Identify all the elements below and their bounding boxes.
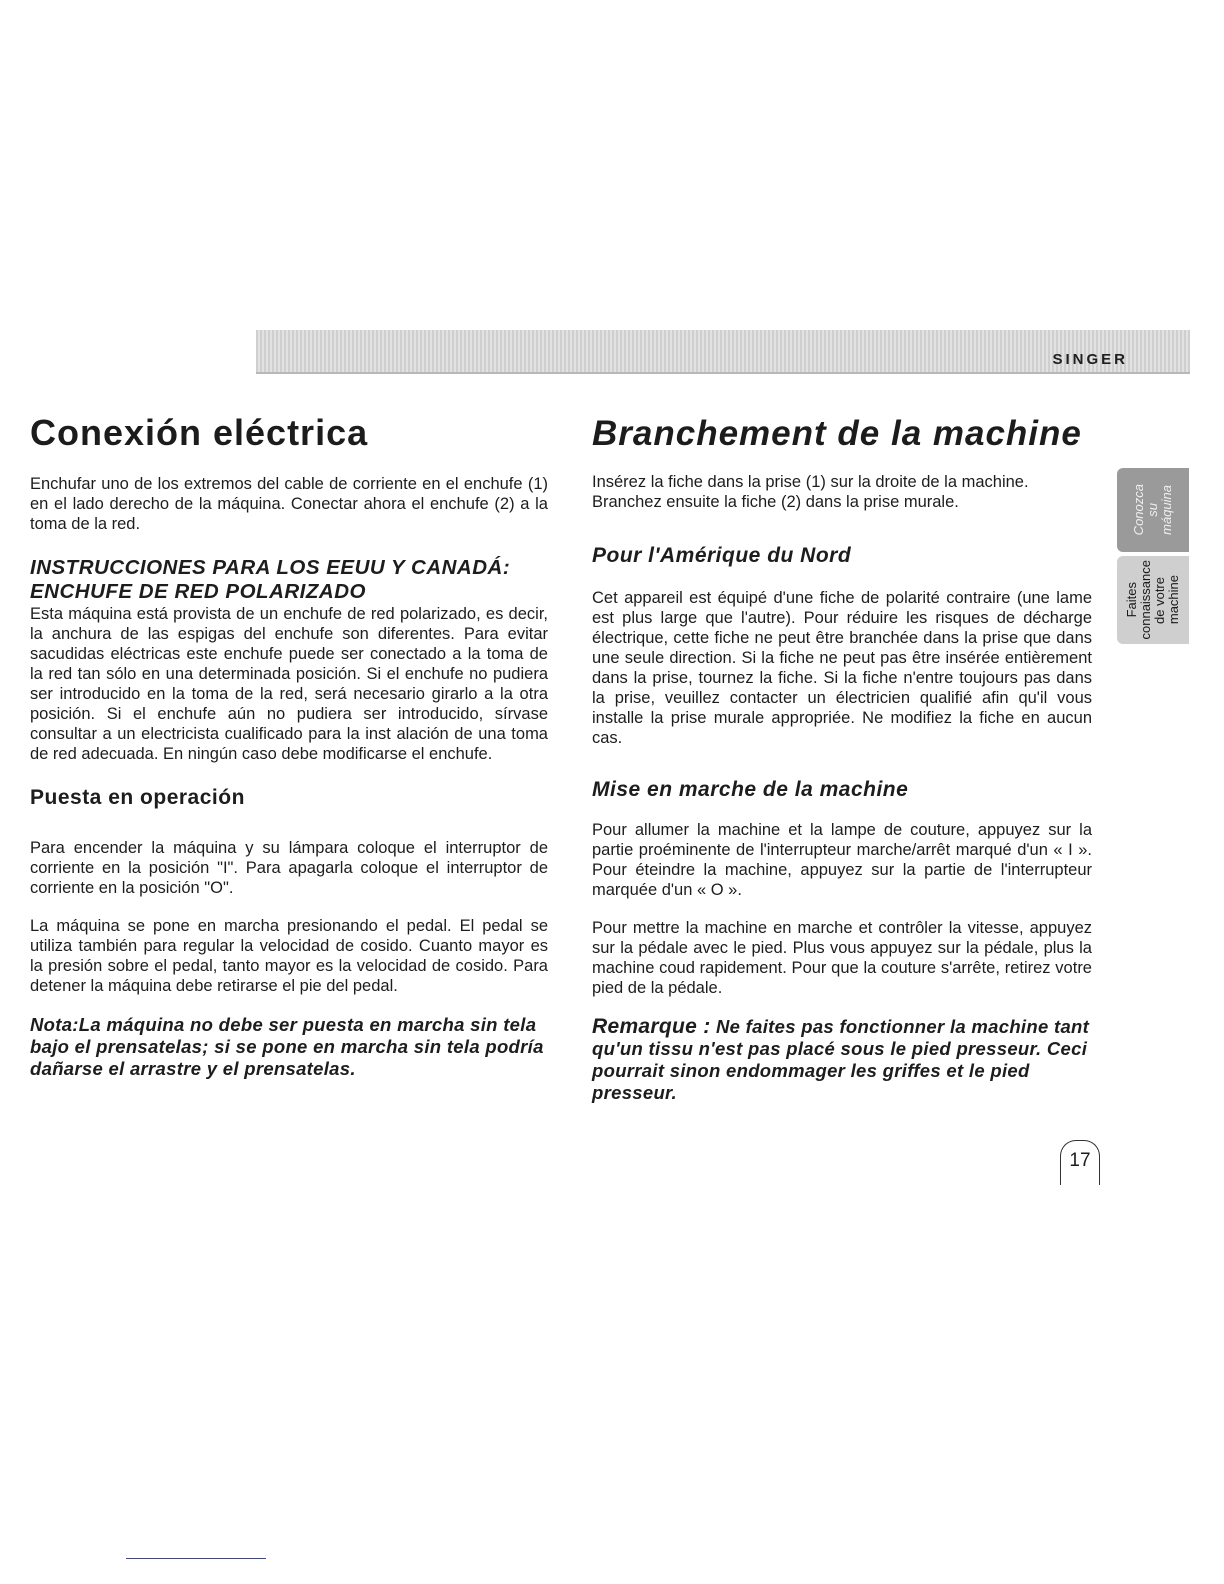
french-na-heading: Pour l'Amérique du Nord bbox=[592, 544, 852, 567]
spanish-operation-p1: Para encender la máquina y su lámpara coloque el interruptor de corriente en la posición "I". Para apagarla coloque el interruptor de corriente en la posición "O". bbox=[30, 839, 548, 897]
side-tab-french-line-2: connaissance bbox=[1138, 560, 1153, 640]
spanish-column bbox=[30, 400, 548, 1080]
side-tab-french-line-3: de votre bbox=[1152, 576, 1167, 624]
french-start-p1: Pour allumer la machine et la lampe de couture, appuyez sur la partie proéminente de l'interrupteur marche/arrêt marqué d'un « I ». Pour éteindre la machine, appuyez sur la partie de l'interrupteur marquée d'un « O ». bbox=[592, 821, 1092, 899]
french-start-p2: Pour mettre la machine en marche et contrôler la vitesse, appuyez sur la pédale avec le pied. Plus vous appuyez sur la pédale, plus la machine coud rapidement. Pour que la couture s'arrête, retirez votre pied de la pédale. bbox=[592, 919, 1092, 997]
spanish-note: Nota:La máquina no debe ser puesta en marcha sin tela bajo el prensatelas; si se pone en marcha sin tela podría dañarse el arrastre y el prensatelas. bbox=[30, 1014, 544, 1079]
footer-rule bbox=[126, 1558, 266, 1559]
header-band bbox=[256, 330, 1190, 374]
french-column bbox=[592, 400, 1092, 1104]
spanish-us-text: Esta máquina está provista de un enchufe de red polarizado, es decir, la anchura de las espigas del enchufe son diferentes. Para evitar sacudidas eléctricas este enchufe puede ser conectado a la toma de la red tan sólo en una determinada posición. Si el enchufe no pudiera ser introducido en la toma de la red, será necesario girarlo a la otra posición. Si el enchufe aún no pudiera ser introducido, sírvase consultar a un electricista cualificado para la inst alación de una toma de red adecuada. En ningún caso debe modificarse el enchufe. bbox=[30, 605, 548, 763]
side-tab-french[interactable] bbox=[1117, 556, 1189, 644]
page-number: 17 bbox=[1060, 1140, 1100, 1185]
spanish-operation-heading: Puesta en operación bbox=[30, 786, 245, 809]
spanish-title: Conexión eléctrica bbox=[30, 412, 369, 453]
spanish-us-heading-line-2: ENCHUFE DE RED POLARIZADO bbox=[30, 580, 366, 603]
french-note bbox=[592, 1016, 1092, 1104]
side-tab-french-line-4: machine bbox=[1166, 575, 1181, 625]
french-intro: Insérez la fiche dans la prise (1) sur la droite de la machine. Branchez ensuite la fiche (2) dans la prise murale. bbox=[592, 473, 1029, 511]
side-tab-spanish[interactable] bbox=[1117, 468, 1189, 552]
french-title: Branchement de la machine bbox=[592, 414, 1082, 453]
spanish-us-heading bbox=[30, 556, 548, 604]
french-na-text: Cet appareil est équipé d'une fiche de polarité contraire (une lame est plus large que l'autre). Pour réduire les risques de décharge électrique, cette fiche ne peut être branchée dans la prise que dans une seule direction. Si la fiche ne peut pas être insérée entièrement dans la prise, tournez la fiche. Si la fiche n'entre toujours pas dans la prise, veuillez contacter un électricien qualifié afin qu'il vous installe la prise murale appropriée. Ne modifiez la fiche en aucun cas. bbox=[592, 589, 1092, 747]
side-tab-spanish-line-3: máquina bbox=[1159, 485, 1174, 535]
spanish-operation-p2: La máquina se pone en marcha presionando el pedal. El pedal se utiliza también para regular la velocidad de cosido. Cuanto mayor es la presión sobre el pedal, tanto mayor es la velocidad de cosido. Para detener la máquina debe retirarse el pie del pedal. bbox=[30, 917, 548, 995]
side-tab-spanish-line-1: Conozca bbox=[1131, 484, 1146, 536]
spanish-intro: Enchufar uno de los extremos del cable de corriente en el enchufe (1) en el lado derecho de la máquina. Conectar ahora el enchufe (2) a la toma de la red. bbox=[30, 475, 548, 533]
side-tab-spanish-line-2: su bbox=[1145, 503, 1160, 517]
side-tab-french-line-1: Faites bbox=[1124, 582, 1139, 618]
brand-logo-text: SINGER bbox=[1052, 351, 1128, 368]
french-note-text: Ne faites pas fonctionner la machine tant qu'un tissu n'est pas placé sous le pied presseur. Ceci pourrait sinon endommager les griffes et le pied presseur. bbox=[592, 1016, 1090, 1103]
spanish-us-heading-line-1: INSTRUCCIONES PARA LOS EEUU Y CANADÁ: bbox=[30, 556, 511, 579]
french-note-label: Remarque : bbox=[592, 1015, 711, 1038]
french-start-heading: Mise en marche de la machine bbox=[592, 778, 909, 801]
